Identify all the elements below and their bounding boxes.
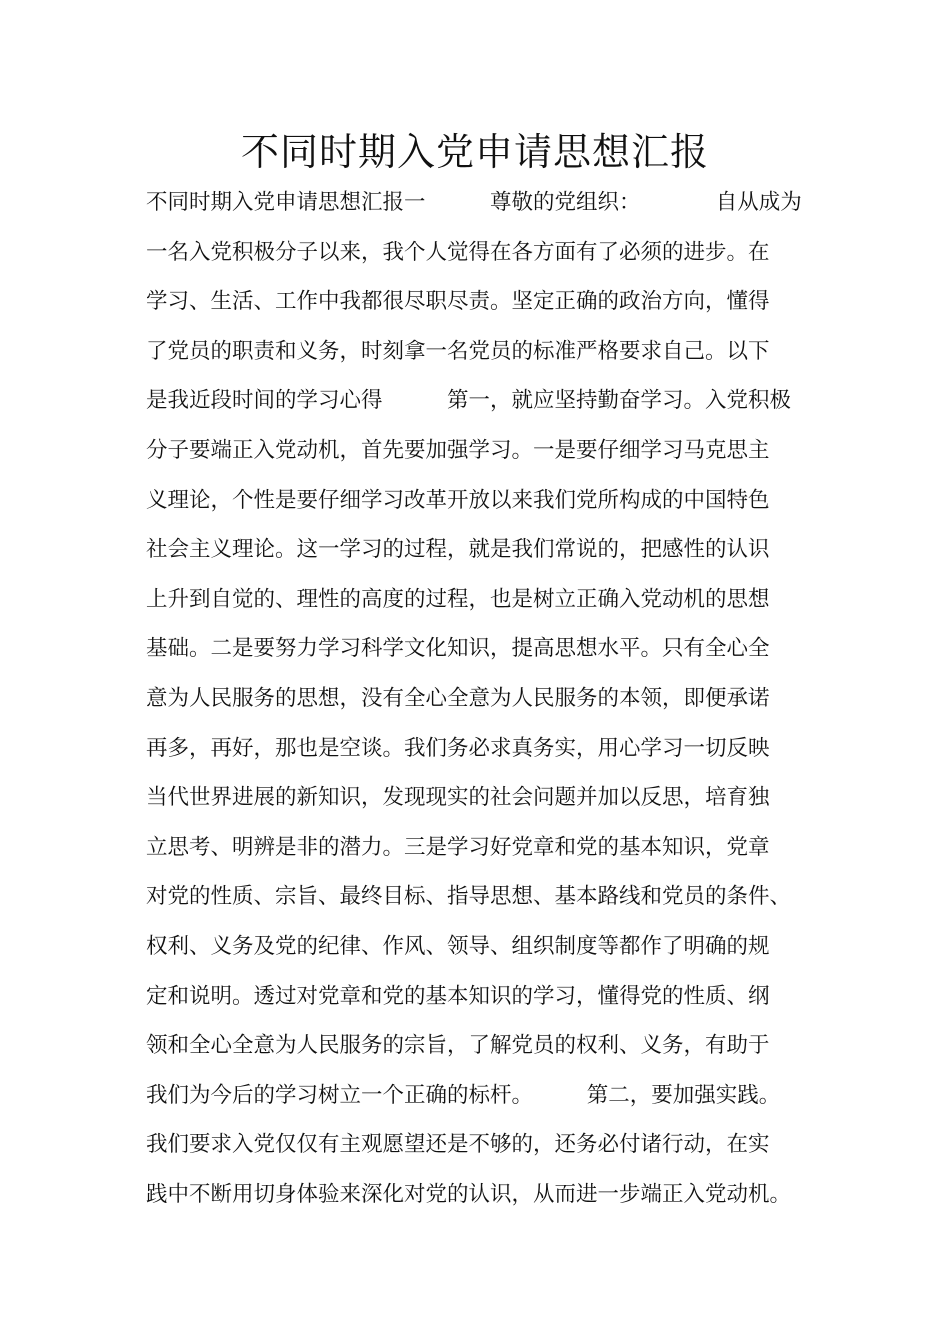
body-line: 一名入党积极分子以来，我个人觉得在各方面有了必须的进步。在 [146, 239, 770, 265]
body-line: 权利、义务及党的纪律、作风、领导、组织制度等都作了明确的规 [146, 933, 770, 959]
body-line: 不同时期入党申请思想汇报一 尊敬的党组织： 自从成为 [146, 190, 802, 215]
body-line: 是我近段时间的学习心得 第一，就应坚持勤奋学习。入党积极 [146, 388, 792, 414]
body-line: 我们要求入党仅仅有主观愿望还是不够的，还务必付诸行动，在实 [146, 1132, 770, 1158]
body-line: 领和全心全意为人民服务的宗旨，了解党员的权利、义务，有助于 [146, 1033, 770, 1059]
document-title: 不同时期入党申请思想汇报 [240, 130, 709, 174]
body-line: 再多，再好，那也是空谈。我们务必求真务实，用心学习一切反映 [146, 735, 770, 761]
body-line: 分子要端正入党动机，首先要加强学习。一是要仔细学习马克思主 [146, 437, 770, 463]
body-line: 当代世界进展的新知识，发现现实的社会问题并加以反思，培育独 [146, 785, 770, 811]
document-body [146, 178, 826, 1219]
body-line: 定和说明。透过对党章和党的基本知识的学习，懂得党的性质、纲 [146, 983, 770, 1009]
body-line: 了党员的职责和义务，时刻拿一名党员的标准严格要求自己。以下 [146, 338, 770, 364]
body-line: 上升到自觉的、理性的高度的过程，也是树立正确入党动机的思想 [146, 586, 770, 612]
body-line: 对党的性质、宗旨、最终目标、指导思想、基本路线和党员的条件、 [146, 884, 792, 910]
body-line: 社会主义理论。这一学习的过程，就是我们常说的，把感性的认识 [146, 537, 770, 563]
body-line: 意为人民服务的思想，没有全心全意为人民服务的本领，即便承诺 [146, 685, 770, 711]
body-line: 践中不断用切身体验来深化对党的认识，从而进一步端正入党动机。 [146, 1181, 792, 1207]
body-line: 立思考、明辨是非的潜力。三是学习好党章和党的基本知识，党章 [146, 834, 770, 860]
body-line: 义理论，个性是要仔细学习改革开放以来我们党所构成的中国特色 [146, 487, 770, 513]
body-line: 学习、生活、工作中我都很尽职尽责。坚定正确的政治方向，懂得 [146, 289, 770, 315]
body-line: 我们为今后的学习树立一个正确的标杆。 第二，要加强实践。 [146, 1082, 781, 1108]
body-line: 基础。二是要努力学习科学文化知识，提高思想水平。只有全心全 [146, 636, 770, 662]
